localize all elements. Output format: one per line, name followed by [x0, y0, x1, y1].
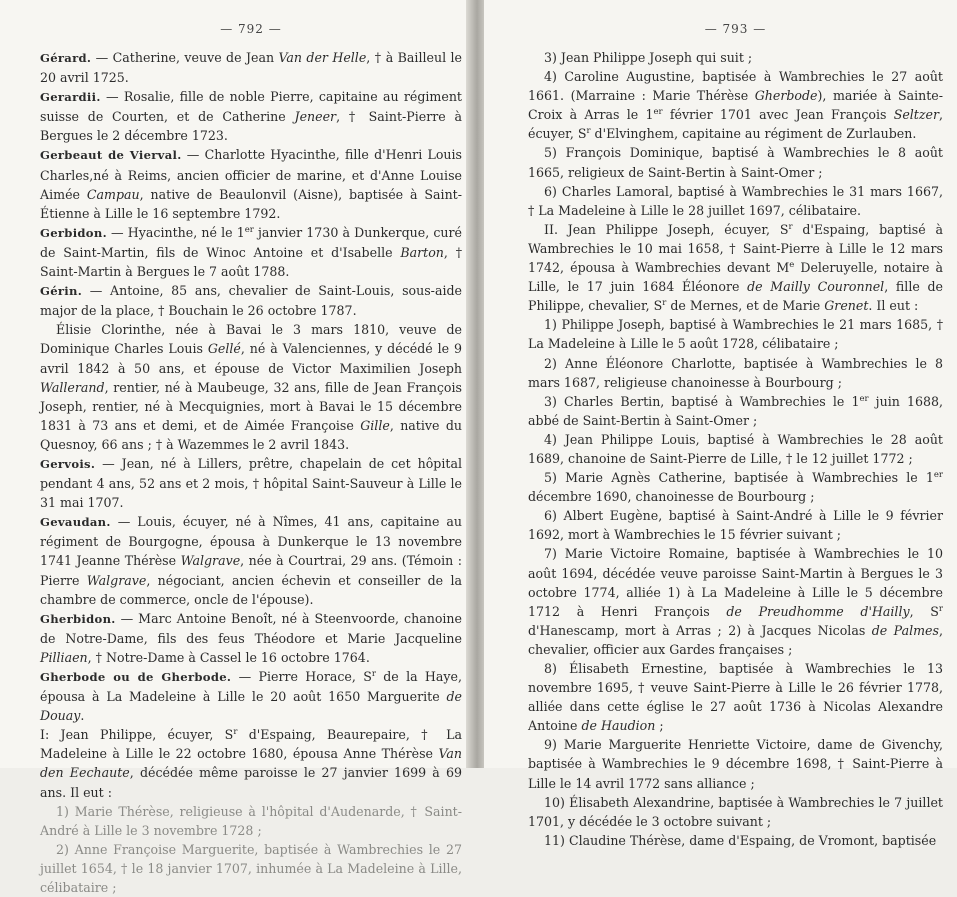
- entry-name: Gerardii.: [40, 90, 101, 105]
- child-entry: 8) Élisabeth Ernestine, baptisée à Wambrechies le 13 novembre 1695, † veuve Saint-Pierre à Lille le 26 février 1778, alliée dans cette église le 27 août 1736 à Nicolas Alexandre Antoine de Haudion ;: [528, 661, 943, 734]
- child-entry: 6) Charles Lamoral, baptisé à Wambrechies le 31 mars 1667, † La Madeleine à Lille le 28 juillet 1697, célibataire.: [528, 183, 943, 218]
- entry-gherbidon: Gherbidon. — Marc Antoine Benoît, né à Steenvoorde, chanoine de Notre-Dame, fils des feus Théodore et Marie Jacqueline Pilliaen, † Notre-Dame à Cassel le 16 octobre 1764.: [40, 610, 462, 665]
- entry-name: Gerbidon.: [40, 225, 107, 240]
- entry-name: Gerbeaut de Vierval.: [40, 148, 182, 163]
- child-entry: 1) Marie Thérèse, religieuse à l'hôpital d'Audenarde, † Saint-André à Lille le 3 novembre 1728 ;: [40, 803, 462, 838]
- right-page: [484, 0, 957, 848]
- left-page-text: [40, 48, 462, 897]
- child-entry: 3) Charles Bertin, baptisé à Wambrechies le 1er juin 1688, abbé de Saint-Bertin à Saint-Omer ;: [528, 393, 943, 428]
- entry-gerard: Gérard. — Catherine, veuve de Jean Van der Helle, † à Bailleul le 20 avril 1725.: [40, 50, 462, 86]
- generation-entry: II. Jean Philippe Joseph, écuyer, $S^r$ d'Espaing, baptisé à Wambrechies le 10 mai 1658, † Saint-Pierre à Lille le 12 mars 1742, épousa à Wambrechies devant Me Deleruyelle, notaire à Lille, le 17 juin 1684 Éléonore de Mailly Couronnel, fille de Philippe, chevalier, $S^r$ de Mernes, et de Marie Grenet. Il eut :: [528, 221, 944, 314]
- right-page-text: [528, 48, 943, 850]
- entry-gerin: Gérin. — Antoine, 85 ans, chevalier de Saint-Louis, sous-aide major de la place, † Bouchain le 26 octobre 1787.: [40, 283, 462, 319]
- entry-name: Gérard.: [40, 51, 92, 65]
- entry-gherbode-2: I: Jean Philippe, écuyer, $S^r$ d'Espaing, Beaurepaire, † La Madeleine à Lille le 22 octobre 1680, épousa Anne Thérèse Van den Eechaute, décédée même paroisse le 27 janvier 1699 à 69 ans. Il eut :: [40, 727, 463, 800]
- entry-name: Gherbode ou de Gherbode.: [40, 670, 232, 684]
- child-entry: 5) Marie Agnès Catherine, baptisée à Wambrechies le 1er décembre 1690, chanoinesse de Bourbourg ;: [528, 469, 943, 505]
- child-entry: 4) Caroline Augustine, baptisée à Wambrechies le 27 août 1661. (Marraine : Marie Thérèse Gherbode), mariée à Sainte-Croix à Arras le 1er février 1701 avec Jean François Seltzer, écuyer, $S^r$ d'Elvinghem, capitaine au régiment de Zurlauben.: [528, 69, 943, 142]
- entry-gevaudan: Gevaudan. — Louis, écuyer, né à Nîmes, 41 ans, capitaine au régiment de Bourgogne, épousa à Dunkerque le 13 novembre 1741 Jeanne Thérèse Walgrave, née à Courtrai, 29 ans. (Témoin : Pierre Walgrave, négociant, ancien échevin et conseiller de la chambre de commerce, oncle de l'épouse).: [40, 514, 462, 607]
- child-entry: 6) Albert Eugène, baptisé à Saint-André à Lille le 9 février 1692, mort à Wambrechies le 15 février suivant ;: [528, 508, 943, 543]
- child-entry: 11) Claudine Thérèse, dame d'Espaing, de Vromont, baptisée: [544, 832, 937, 848]
- child-entry: 5) François Dominique, baptisé à Wambrechies le 8 août 1665, religieux de Saint-Bertin à Saint-Omer ;: [528, 145, 943, 180]
- entry-name: Gevaudan.: [40, 515, 111, 530]
- entry-name: Gérin.: [40, 284, 83, 299]
- entry-gervois: Gervois. — Jean, né à Lillers, prêtre, chapelain de cet hôpital pendant 4 ans, 52 ans et 2 mois, † hôpital Saint-Sauveur à Lille le 31 mai 1707.: [40, 455, 462, 511]
- entry-name: Gervois.: [40, 456, 96, 471]
- page-number-left: — 792 —: [220, 22, 282, 36]
- child-entry: 1) Philippe Joseph, baptisé à Wambrechies le 21 mars 1685, † La Madeleine à Lille le 5 août 1728, célibataire ;: [528, 317, 943, 352]
- child-entry: 2) Anne Françoise Marguerite, baptisée à Wambrechies le 27 juillet 1654, † le 18 janvier 1707, inhumée à La Madeleine à Lille, célibataire ;: [40, 841, 462, 896]
- entry-gerbidon: Gerbidon. — Hyacinthe, né le 1er janvier 1730 à Dunkerque, curé de Saint-Martin, fils de Winoc Antoine et d'Isabelle Barton, † Saint-Martin à Bergues le 7 août 1788.: [40, 224, 462, 280]
- entry-gerardii: Gerardii. — Rosalie, fille de noble Pierre, capitaine au régiment suisse de Courten, et de Catherine Jeneer, † Saint-Pierre à Bergues le 2 décembre 1723.: [40, 89, 462, 144]
- left-page: [0, 0, 470, 896]
- child-entry: 9) Marie Marguerite Henriette Victoire, dame de Givenchy, baptisée à Wambrechies le 9 décembre 1698, † Saint-Pierre à Lille le 14 avril 1772 sans alliance ;: [528, 737, 943, 791]
- child-entry: 3) Jean Philippe Joseph qui suit ;: [544, 50, 753, 65]
- page-number-right: — 793 —: [704, 22, 767, 36]
- child-entry: 10) Élisabeth Alexandrine, baptisée à Wambrechies le 7 juillet 1701, y décédée le 3 octobre suivant ;: [528, 794, 943, 829]
- entry-name: Gherbidon.: [40, 611, 116, 626]
- entry-gerbeau: Gerbeaut de Vierval. — Charlotte Hyacinthe, fille d'Henri Louis Charles,né à Reims, ancien officier de marine, et d'Anne Louise Aimée Campau, native de Beaulonvil (Aisne), baptisée à Saint-Étienne à Lille le 16 septembre 1792.: [40, 147, 463, 221]
- child-entry: 4) Jean Philippe Louis, baptisé à Wambrechies le 28 août 1689, chanoine de Saint-Pierre de Lille, † le 12 juillet 1772 ;: [528, 431, 943, 466]
- child-entry: 2) Anne Éléonore Charlotte, baptisée à Wambrechies le 8 mars 1687, religieuse chanoinesse à Bourbourg ;: [528, 355, 943, 390]
- entry-gerin-2: Élisie Clorinthe, née à Bavai le 3 mars 1810, veuve de Dominique Charles Louis Gellé, né à Valenciennes, y décédé le 9 avril 1842 à 50 ans, et épouse de Victor Maximilien Joseph Wallerand, rentier, né à Maubeuge, 32 ans, fille de Jean François Joseph, rentier, né à Mecquignies, mort à Bavai le 15 décembre 1831 à 73 ans et demi, et de Aimée Françoise Gille, native du Quesnoy, 66 ans ; † à Wazemmes le 2 avril 1843.: [40, 322, 462, 452]
- entry-gherbode: Gherbode ou de Gherbode. — Pierre Horace, $S^r$ de la Haye, épousa à La Madeleine à Lille le 20 août 1650 Marguerite de Douay.: [40, 668, 462, 724]
- child-entry: 7) Marie Victoire Romaine, baptisée à Wambrechies le 10 août 1694, décédée veuve paroisse Saint-Martin à Bergues le 3 octobre 1774, alliée 1) à La Madeleine à Lille le 5 décembre 1712 à Henri François de Preudhomme d'Hailly, $S^r$ d'Hanescamp, mort à Arras ; 2) à Jacques Nicolas de Palmes, chevalier, officier aux Gardes françaises ;: [528, 546, 943, 657]
